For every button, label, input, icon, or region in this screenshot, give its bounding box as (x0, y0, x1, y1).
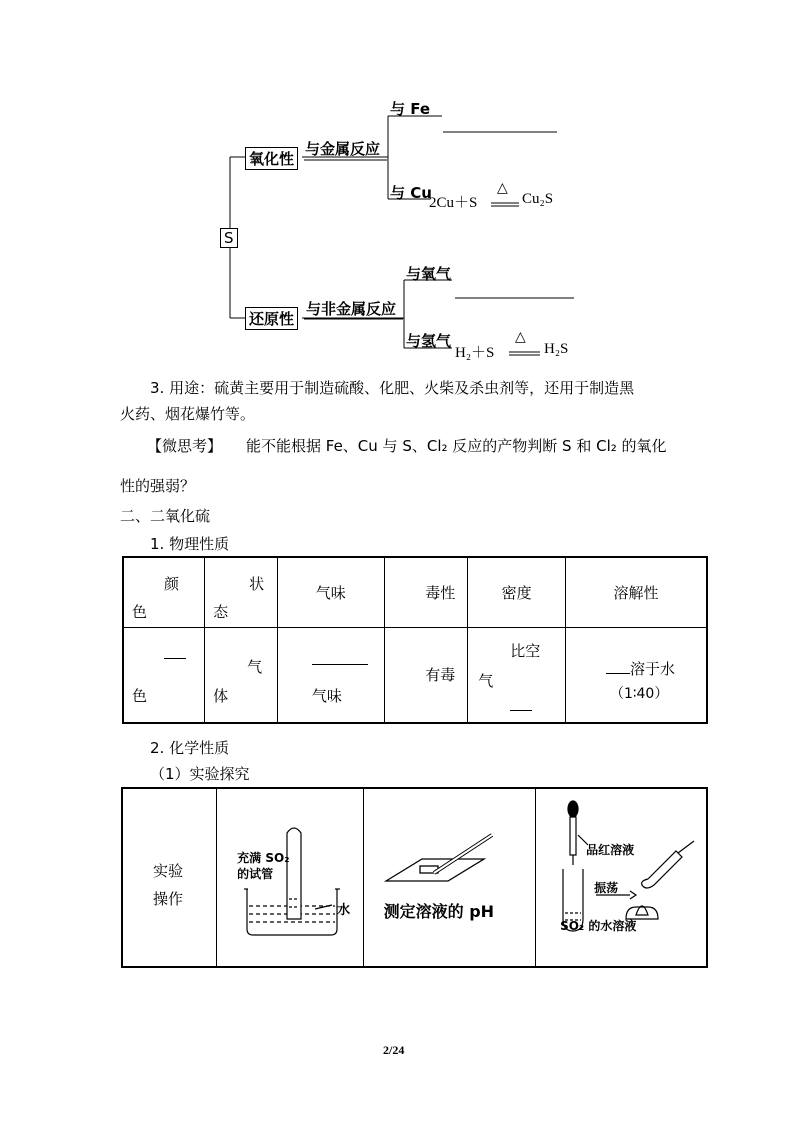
reducing-node: 还原性 (245, 307, 298, 330)
reducing-branch-label: 与非金属反应 (306, 300, 397, 318)
think-tag: 【微思考】 (147, 437, 223, 455)
figure-ph-test: 测定溶液的 pH (363, 788, 535, 967)
page-number: 2/24 (383, 1043, 405, 1057)
header-color: 颜 色 (123, 557, 205, 627)
table-header-row (123, 557, 707, 627)
cell-density: 比空 气 (468, 627, 566, 723)
react-hydrogen-label: 与氢气 (406, 332, 452, 350)
cell-solubility: 溶于水 （1∶40） (565, 627, 707, 723)
header-smell: 气味 (277, 557, 384, 627)
sub-heading-chemical: 2. 化学性质 (150, 739, 230, 757)
dropper-and-test-tube-icon (536, 789, 708, 970)
table-data-row (123, 627, 707, 723)
cell-smell: 气味 (277, 627, 384, 723)
use-line-2: 火药、烟花爆竹等。 (120, 405, 256, 423)
h2-equation-right: H₂S (544, 341, 569, 357)
figure-inverted-test-tube: 充满 SO₂ 的试管 水 (217, 788, 363, 967)
header-solubility: 溶解性 (565, 557, 707, 627)
cu-equation-right: Cu₂S (522, 191, 554, 207)
oxidizing-branch-label: 与金属反应 (305, 140, 381, 158)
sub-heading-physical: 1. 物理性质 (150, 535, 230, 553)
experiment-table (121, 787, 708, 968)
sub-heading-experiment: （1）实验探究 (150, 765, 250, 783)
row-label-operation: 实验 操作 (122, 788, 217, 967)
header-toxicity: 毒性 (384, 557, 468, 627)
cell-toxicity: 有毒 (384, 627, 468, 723)
h2-equation-condition: △ (515, 330, 526, 345)
cell-color: 色 (123, 627, 205, 723)
cell-state: 气 体 (205, 627, 278, 723)
react-cu-label: 与 Cu (390, 184, 432, 202)
react-fe-label: 与 Fe (390, 100, 431, 118)
h2-equation-left: H₂＋S (455, 345, 495, 361)
react-oxygen-label: 与氧气 (406, 265, 452, 283)
think-question-1: 能不能根据 Fe、Cu 与 S、Cl₂ 反应的产物判断 S 和 Cl₂ 的氧化 (246, 437, 667, 455)
header-state: 状 态 (205, 557, 278, 627)
sulfur-node: S (220, 228, 238, 248)
section-heading-so2: 二、二氧化硫 (120, 507, 211, 525)
figure-magenta-solution-test: 品红溶液 振荡 SO₂ 的水溶液 (536, 788, 707, 967)
oxidizing-node: 氧化性 (245, 147, 298, 170)
cu-equation-condition: △ (497, 181, 508, 196)
ph-paper-glass-rod-icon (364, 789, 537, 970)
physical-properties-table (122, 556, 708, 724)
use-line-1: 3. 用途：硫黄主要用于制造硫酸、化肥、火柴及杀虫剂等，还用于制造黑 (150, 379, 635, 397)
cu-equation-left: 2Cu＋S (429, 195, 478, 211)
header-density: 密度 (468, 557, 566, 627)
think-question-2: 性的强弱？ (120, 477, 196, 495)
